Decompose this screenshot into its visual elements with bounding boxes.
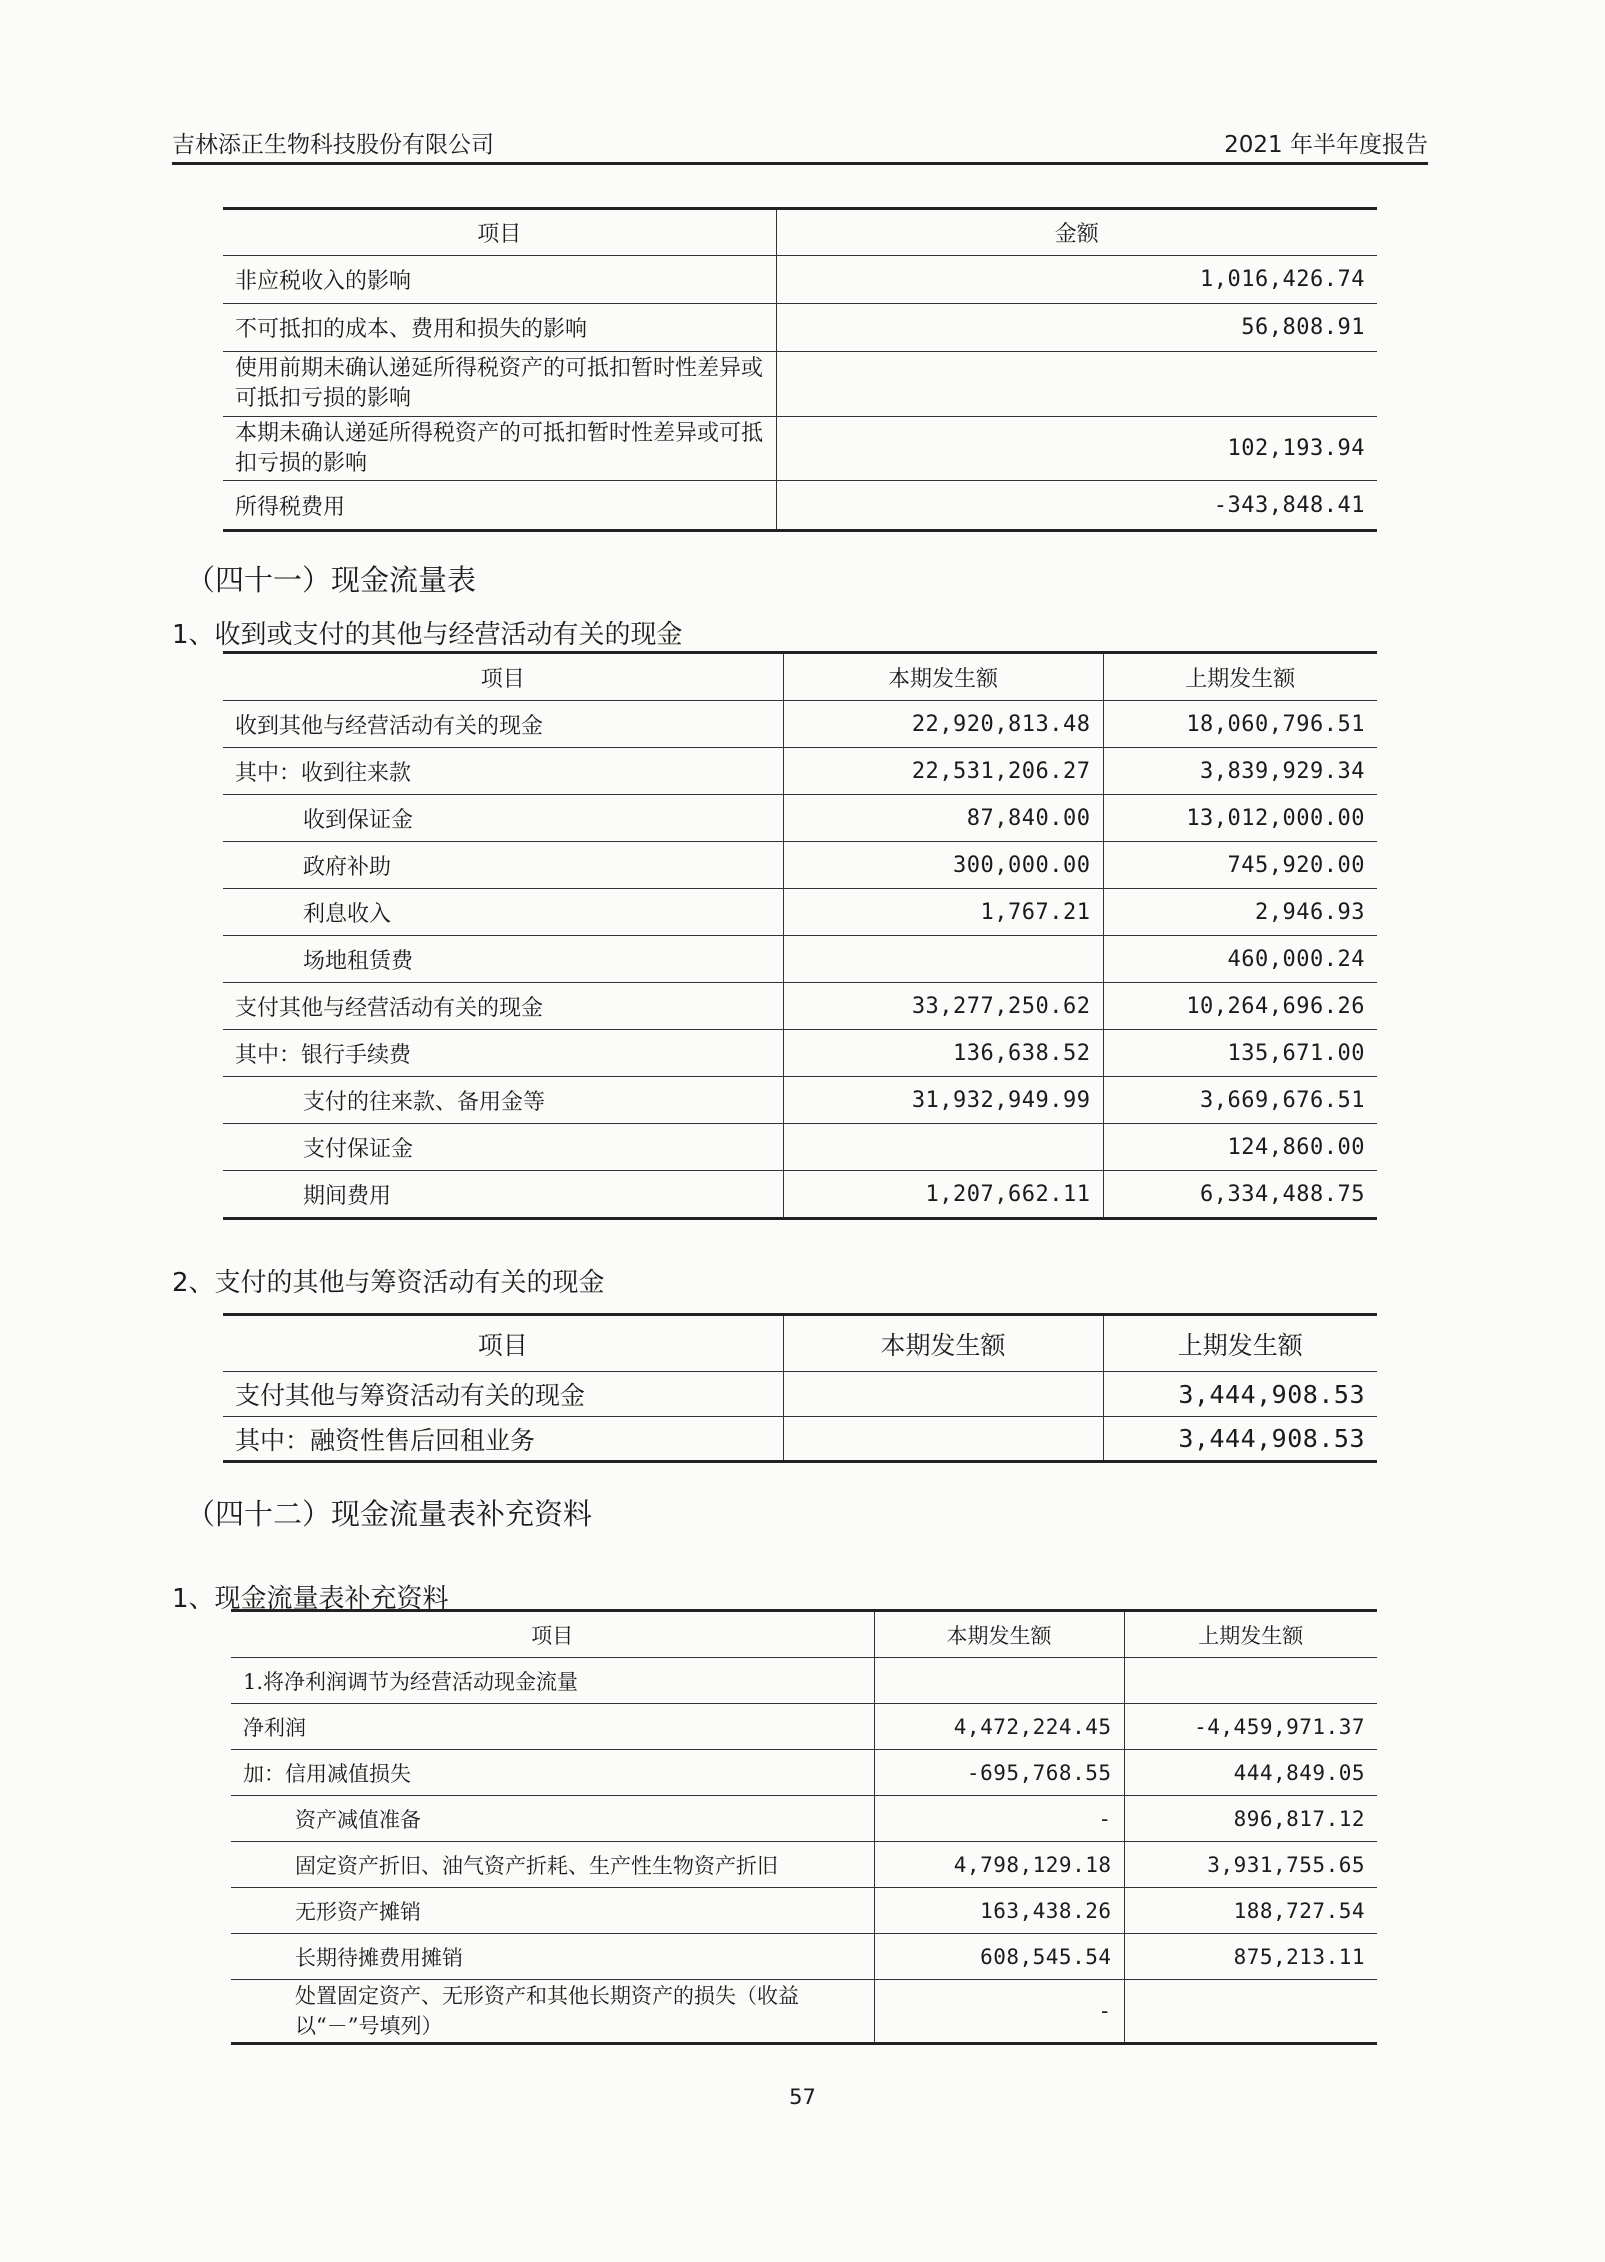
amount-cell: 102,193.94 [776,417,1377,481]
current-amount: 22,920,813.48 [783,701,1103,748]
subsection-title: 1、现金流量表补充资料 [172,1584,449,1614]
table-row [231,1750,1377,1796]
current-amount: 31,932,949.99 [783,1077,1103,1124]
column-header: 本期发生额 [874,1611,1124,1658]
column-header: 项目 [223,1315,783,1372]
current-amount: 1,767.21 [783,889,1103,936]
row-label: 收到其他与经营活动有关的现金 [223,701,783,748]
table-header-row [223,653,1377,701]
row-label: 其中：银行手续费 [223,1030,783,1077]
row-label: 不可抵扣的成本、费用和损失的影响 [223,304,776,352]
row-label: 支付其他与筹资活动有关的现金 [223,1372,783,1417]
current-amount: - [874,1980,1124,2044]
column-header: 本期发生额 [783,1315,1103,1372]
current-amount: - [874,1796,1124,1842]
report-title: 2021 年半年度报告 [1224,132,1428,158]
section-title: （四十二）现金流量表补充资料 [186,1497,593,1531]
prior-amount: 10,264,696.26 [1103,983,1377,1030]
table-row [223,1124,1377,1171]
table-row [231,1934,1377,1980]
table-row [223,1077,1377,1124]
row-label: 无形资产摊销 [231,1888,874,1934]
table-row [223,1372,1377,1417]
supplementary-cash-flow-table [231,1609,1377,2045]
table-row [223,1171,1377,1219]
prior-amount: 124,860.00 [1103,1124,1377,1171]
row-label: 利息收入 [223,889,783,936]
table-row [223,701,1377,748]
prior-amount [1124,1980,1377,2044]
page-header [172,126,1428,165]
table-row [231,1704,1377,1750]
row-label: 收到保证金 [223,795,783,842]
table-header-row [223,1315,1377,1372]
row-label: 固定资产折旧、油气资产折耗、生产性生物资产折旧 [231,1842,874,1888]
table-row [223,1417,1377,1462]
prior-amount [1124,1658,1377,1704]
row-label: 期间费用 [223,1171,783,1219]
column-header: 上期发生额 [1124,1611,1377,1658]
row-label: 处置固定资产、无形资产和其他长期资产的损失（收益以“－”号填列） [231,1980,874,2044]
column-header: 金额 [776,209,1377,256]
table-row [223,304,1377,352]
financing-cash-table [223,1313,1377,1463]
row-label: 其中：收到往来款 [223,748,783,795]
amount-cell [776,352,1377,417]
prior-amount: 3,839,929.34 [1103,748,1377,795]
table-header-row [231,1611,1377,1658]
table-row [223,936,1377,983]
row-label: 其中：融资性售后回租业务 [223,1417,783,1462]
prior-amount: 896,817.12 [1124,1796,1377,1842]
row-label: 非应税收入的影响 [223,256,776,304]
prior-amount: 444,849.05 [1124,1750,1377,1796]
row-label: 1.将净利润调节为经营活动现金流量 [231,1658,874,1704]
prior-amount: 188,727.54 [1124,1888,1377,1934]
current-amount: 300,000.00 [783,842,1103,889]
row-label: 支付其他与经营活动有关的现金 [223,983,783,1030]
row-label: 本期未确认递延所得税资产的可抵扣暂时性差异或可抵扣亏损的影响 [223,417,776,481]
table-row [223,481,1377,531]
column-header: 项目 [223,653,783,701]
column-header: 上期发生额 [1103,653,1377,701]
prior-amount: 460,000.24 [1103,936,1377,983]
row-label: 净利润 [231,1704,874,1750]
current-amount: 4,472,224.45 [874,1704,1124,1750]
prior-amount: 3,669,676.51 [1103,1077,1377,1124]
subsection-title: 2、支付的其他与筹资活动有关的现金 [172,1268,605,1298]
operating-cash-table [223,651,1377,1220]
amount-cell: -343,848.41 [776,481,1377,531]
column-header: 项目 [223,209,776,256]
row-label: 资产减值准备 [231,1796,874,1842]
current-amount: 163,438.26 [874,1888,1124,1934]
current-amount [874,1658,1124,1704]
row-label: 支付保证金 [223,1124,783,1171]
prior-amount: 6,334,488.75 [1103,1171,1377,1219]
table-row [223,256,1377,304]
table-row [223,417,1377,481]
current-amount [783,936,1103,983]
prior-amount: 13,012,000.00 [1103,795,1377,842]
prior-amount: 3,444,908.53 [1103,1372,1377,1417]
row-label: 场地租赁费 [223,936,783,983]
section-title: （四十一）现金流量表 [186,563,477,597]
current-amount [783,1372,1103,1417]
amount-cell: 56,808.91 [776,304,1377,352]
current-amount: 87,840.00 [783,795,1103,842]
row-label: 使用前期未确认递延所得税资产的可抵扣暂时性差异或可抵扣亏损的影响 [223,352,776,417]
table-row [231,1980,1377,2044]
row-label: 政府补助 [223,842,783,889]
prior-amount: 875,213.11 [1124,1934,1377,1980]
current-amount: -695,768.55 [874,1750,1124,1796]
current-amount [783,1417,1103,1462]
table-row [223,1030,1377,1077]
current-amount: 1,207,662.11 [783,1171,1103,1219]
amount-cell: 1,016,426.74 [776,256,1377,304]
table-row [223,983,1377,1030]
table-row [223,795,1377,842]
table-row [231,1796,1377,1842]
table-header-row [223,209,1377,256]
company-name: 吉林添正生物科技股份有限公司 [172,132,494,158]
table-row [223,748,1377,795]
column-header: 项目 [231,1611,874,1658]
page-number: 57 [789,2085,816,2109]
row-label: 支付的往来款、备用金等 [223,1077,783,1124]
prior-amount: 3,931,755.65 [1124,1842,1377,1888]
tax-reconciliation-table [223,207,1377,532]
column-header: 上期发生额 [1103,1315,1377,1372]
row-label: 长期待摊费用摊销 [231,1934,874,1980]
row-label: 所得税费用 [223,481,776,531]
prior-amount: 3,444,908.53 [1103,1417,1377,1462]
current-amount [783,1124,1103,1171]
prior-amount: 135,671.00 [1103,1030,1377,1077]
current-amount: 33,277,250.62 [783,983,1103,1030]
prior-amount: 745,920.00 [1103,842,1377,889]
prior-amount: 2,946.93 [1103,889,1377,936]
table-row [223,842,1377,889]
current-amount: 22,531,206.27 [783,748,1103,795]
prior-amount: 18,060,796.51 [1103,701,1377,748]
table-row [231,1888,1377,1934]
table-row [223,352,1377,417]
table-row [231,1842,1377,1888]
table-row [231,1658,1377,1704]
row-label: 加：信用减值损失 [231,1750,874,1796]
current-amount: 4,798,129.18 [874,1842,1124,1888]
subsection-title: 1、收到或支付的其他与经营活动有关的现金 [172,620,683,650]
current-amount: 136,638.52 [783,1030,1103,1077]
current-amount: 608,545.54 [874,1934,1124,1980]
prior-amount: -4,459,971.37 [1124,1704,1377,1750]
table-row [223,889,1377,936]
column-header: 本期发生额 [783,653,1103,701]
